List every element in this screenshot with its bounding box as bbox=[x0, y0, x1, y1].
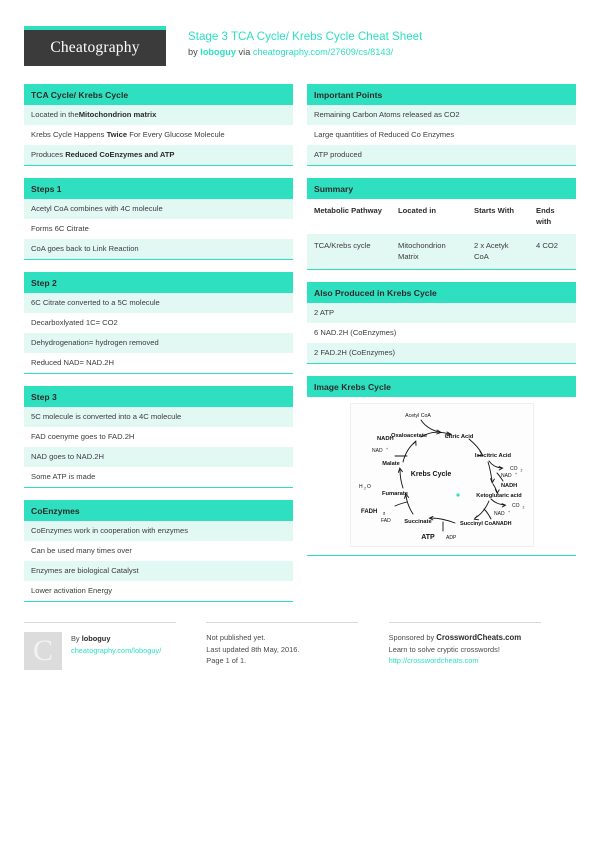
block-row: Acetyl CoA combines with 4C molecule bbox=[24, 199, 293, 219]
footer-publish-column bbox=[206, 632, 374, 670]
block-rows bbox=[24, 199, 293, 260]
diagram-label-atp: ATP bbox=[420, 534, 435, 541]
cheatography-logo[interactable] bbox=[24, 26, 166, 66]
block-row: 5C molecule is converted into a 4C molecule bbox=[24, 407, 293, 427]
diagram-label-co2-1-sub: 2 bbox=[520, 468, 522, 473]
block-rows bbox=[24, 293, 293, 374]
diagram-label-nad-2: NAD bbox=[493, 511, 505, 517]
block-title: Also Produced in Krebs Cycle bbox=[307, 282, 576, 303]
block-row: Enzymes are biological Catalyst bbox=[24, 561, 293, 581]
publish-status: Not published yet. bbox=[206, 633, 266, 642]
block-row: Located in theMitochondrion matrix bbox=[24, 105, 293, 125]
table-cell: Mitochondrion Matrix bbox=[398, 241, 446, 261]
sponsor-line bbox=[389, 632, 576, 644]
block-row: Remaining Carbon Atoms released as CO2 bbox=[307, 105, 576, 125]
diagram-label-fadh2: FADH bbox=[360, 509, 377, 515]
byline bbox=[188, 45, 422, 59]
sponsor-prefix: Sponsored by bbox=[388, 633, 437, 642]
diagram-label-nad-3-sup: + bbox=[385, 447, 388, 451]
diagram-label-h2o-o: O bbox=[366, 484, 371, 490]
table-header-row bbox=[307, 199, 576, 234]
block-step-3 bbox=[24, 386, 293, 488]
table-cell: 4 CO2 bbox=[536, 241, 558, 250]
block-row: CoA goes back to Link Reaction bbox=[24, 239, 293, 259]
block-row: FAD coenyme goes to FAD.2H bbox=[24, 427, 293, 447]
logo-text: Cheatography bbox=[50, 39, 140, 56]
diagram-label-co2-2: CO bbox=[511, 503, 519, 509]
page-number: Page 1 of 1. bbox=[206, 656, 247, 665]
block-row: 6 NAD.2H (CoEnzymes) bbox=[307, 323, 576, 343]
diagram-label-nad-1-sup: + bbox=[514, 472, 517, 476]
diagram-label-h2o-sub: 2 bbox=[363, 486, 366, 491]
block-rows bbox=[307, 303, 576, 364]
column-header: Located in bbox=[398, 206, 436, 215]
krebs-cycle-image bbox=[350, 403, 534, 547]
footer-sponsor-column bbox=[389, 632, 576, 670]
diagram-container bbox=[307, 397, 576, 556]
column-header: Ends with bbox=[536, 206, 555, 226]
block-row: Produces Reduced CoEnzymes and ATP bbox=[24, 145, 293, 165]
sponsor-tagline: Learn to solve cryptic crosswords! bbox=[388, 644, 500, 654]
diagram-label-fadh2-sub: 2 bbox=[382, 510, 385, 516]
block-row: Krebs Cycle Happens Twice For Every Glucose Molecule bbox=[24, 125, 293, 145]
block-summary bbox=[307, 178, 576, 270]
diagram-label-acetyl-coa: Acetyl CoA bbox=[404, 413, 431, 419]
block-row: Some ATP is made bbox=[24, 467, 293, 487]
author-link[interactable]: loboguy bbox=[200, 47, 236, 57]
content-columns bbox=[24, 84, 576, 614]
block-title: Steps 1 bbox=[24, 178, 293, 199]
diagram-label-malate: Malate bbox=[381, 461, 400, 467]
block-rows bbox=[24, 407, 293, 488]
diagram-label-co2-2-sub: 2 bbox=[522, 505, 524, 510]
block-row: 2 ATP bbox=[307, 303, 576, 323]
diagram-label-succinyl-coa: Succinyl CoA bbox=[459, 521, 496, 527]
block-step-2 bbox=[24, 272, 293, 374]
block-row: CoEnzymes work in cooperation with enzymes bbox=[24, 521, 293, 541]
footer-author-line bbox=[71, 633, 161, 645]
sponsor-url[interactable]: http://crosswordcheats.com bbox=[388, 656, 479, 665]
block-title: Summary bbox=[307, 178, 576, 199]
footer-author-column bbox=[24, 632, 192, 670]
block-row: Can be used many times over bbox=[24, 541, 293, 561]
block-row: Lower activation Energy bbox=[24, 581, 293, 601]
source-url-link[interactable]: cheatography.com/27609/cs/8143/ bbox=[252, 47, 394, 57]
right-column bbox=[307, 84, 576, 568]
block-row: Forms 6C Citrate bbox=[24, 219, 293, 239]
title-block bbox=[188, 26, 422, 59]
block-image-krebs-cycle bbox=[307, 376, 576, 556]
block-rows bbox=[24, 105, 293, 166]
footer-by-label: By bbox=[71, 634, 82, 643]
cheat-sheet bbox=[24, 26, 576, 670]
column-header: Starts With bbox=[474, 206, 515, 215]
block-row: Dehydrogenation= hydrogen removed bbox=[24, 333, 293, 353]
block-title: Image Krebs Cycle bbox=[307, 376, 576, 397]
block-title: Important Points bbox=[307, 84, 576, 105]
diagram-label-oxaloacetate: Oxaloacetate bbox=[390, 433, 427, 439]
block-rows bbox=[307, 105, 576, 166]
avatar: C bbox=[24, 632, 62, 670]
block-row: Reduced NAD= NAD.2H bbox=[24, 353, 293, 373]
block-important-points bbox=[307, 84, 576, 166]
diagram-label-nad-2-sup: + bbox=[507, 510, 510, 514]
diagram-label-succinate: Succinate bbox=[403, 519, 432, 525]
diagram-label-nad-1: NAD bbox=[500, 473, 512, 479]
diagram-label-isocitric-acid: Isocitric Acid bbox=[474, 453, 511, 459]
block-tca-cycle-krebs-cycle bbox=[24, 84, 293, 166]
column-header: Metabolic Pathway bbox=[314, 206, 382, 215]
block-also-produced bbox=[307, 282, 576, 364]
footer-author-name: loboguy bbox=[81, 634, 111, 643]
block-title: Step 3 bbox=[24, 386, 293, 407]
diagram-label-fad: FAD bbox=[380, 518, 391, 524]
block-rows bbox=[24, 521, 293, 602]
diagram-center-label: Krebs Cycle bbox=[410, 471, 451, 478]
table-cell: TCA/Krebs cycle bbox=[314, 241, 371, 250]
block-title: TCA Cycle/ Krebs Cycle bbox=[24, 84, 293, 105]
block-row: ATP produced bbox=[307, 145, 576, 165]
page-header bbox=[24, 26, 576, 70]
diagram-label-citric-acid: Citric Acid bbox=[444, 434, 473, 440]
diagram-label-h2o: H bbox=[358, 484, 363, 490]
diagram-label-nadh-1: NADH bbox=[500, 483, 517, 489]
block-row: Decarboxlyated 1C= CO2 bbox=[24, 313, 293, 333]
last-updated: Last updated 8th May, 2016. bbox=[206, 644, 300, 654]
diagram-label-nadh-2: NADH bbox=[495, 521, 512, 527]
block-row: Large quantities of Reduced Co Enzymes bbox=[307, 125, 576, 145]
block-coenzymes bbox=[24, 500, 293, 602]
diagram-label-co2-1: CO bbox=[509, 466, 517, 472]
byline-via: via bbox=[236, 47, 253, 57]
page-title: Stage 3 TCA Cycle/ Krebs Cycle Cheat Sheet bbox=[188, 30, 423, 43]
block-title: Step 2 bbox=[24, 272, 293, 293]
sponsor-name[interactable]: CrosswordCheats.com bbox=[436, 633, 522, 642]
diagram-label-adp: ADP bbox=[445, 535, 456, 541]
table-row bbox=[307, 234, 576, 269]
byline-prefix: by bbox=[188, 47, 201, 57]
diagram-label-fumarate: Fumarate bbox=[381, 491, 408, 497]
page-footer bbox=[24, 622, 576, 670]
diagram-label-nadh-3: NADH bbox=[376, 436, 394, 442]
block-row: NAD goes to NAD.2H bbox=[24, 447, 293, 467]
block-steps-1 bbox=[24, 178, 293, 260]
summary-table bbox=[307, 199, 576, 270]
block-row: 6C Citrate converted to a 5C molecule bbox=[24, 293, 293, 313]
footer-author-url[interactable]: cheatography.com/loboguy/ bbox=[71, 645, 162, 655]
diagram-label-nad-3: NAD bbox=[371, 448, 383, 454]
left-column bbox=[24, 84, 293, 614]
block-row: 2 FAD.2H (CoEnzymes) bbox=[307, 343, 576, 363]
diagram-label-ketoglutaric-acid: Ketoglutaric acid bbox=[475, 493, 522, 499]
table-cell: 2 x Acetyk CoA bbox=[474, 241, 509, 261]
block-title: CoEnzymes bbox=[24, 500, 293, 521]
